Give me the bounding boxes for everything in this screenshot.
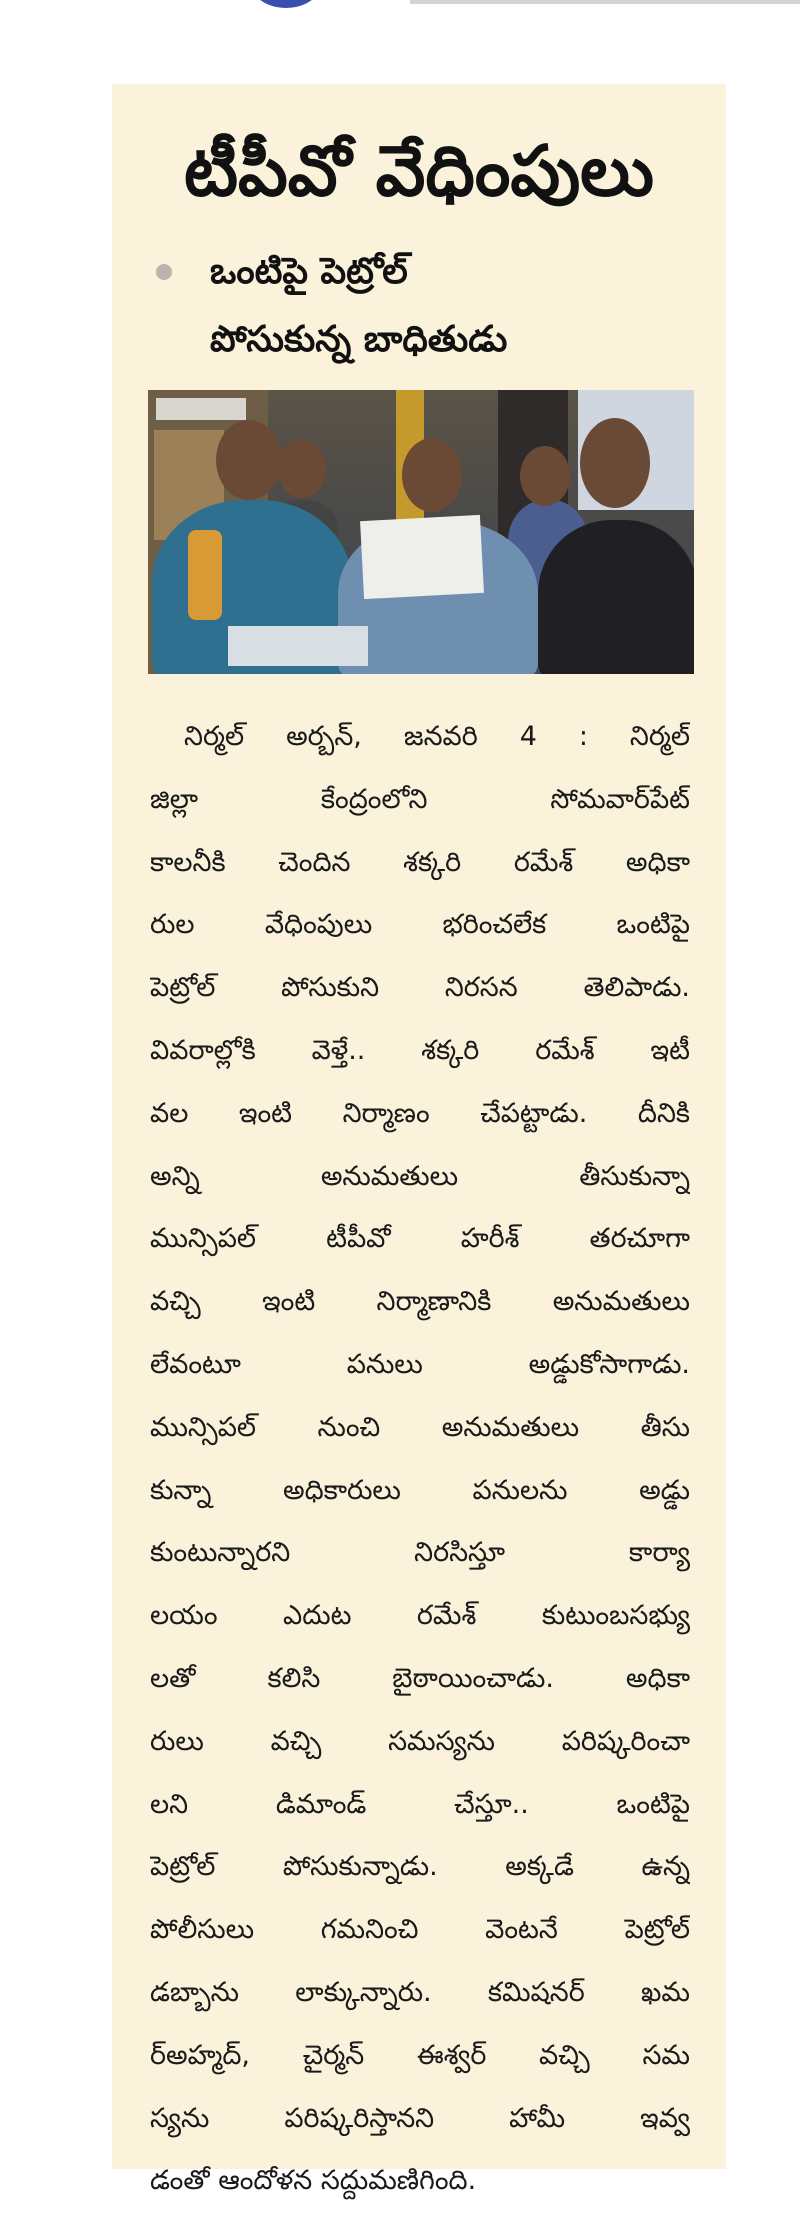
body-line: నిర్మల్ అర్బన్, జనవరి 4 : నిర్మల్ (184, 721, 690, 752)
body-line: పెట్రోల్ పోసుకుని నిరసన తెలిపాడు. (150, 972, 690, 1004)
body-line: ర్‌అహ్మద్, చైర్మన్ ఈశ్వర్ వచ్చి సమ (150, 2039, 690, 2071)
masthead-logo-edge (248, 0, 324, 8)
body-line: వల ఇంటి నిర్మాణం చేపట్టాడు. దీనికి (150, 1097, 690, 1129)
body-line: జిల్లా కేంద్రంలోని సోమవార్‌పేట్ (150, 783, 690, 815)
body-line: అన్ని అనుమతులు తీసుకున్నా (150, 1160, 690, 1192)
body-line: డబ్బాను లాక్కున్నారు. కమిషనర్ ఖమ (150, 1976, 690, 2008)
body-line: స్యను పరిష్కరిస్తానని హామీ ఇవ్వ (150, 2102, 690, 2134)
article-body (150, 706, 690, 2213)
news-clipping (112, 84, 726, 2197)
body-line: కుంటున్నారని నిరసిస్తూ కార్యా (150, 1537, 690, 1569)
headline: టీపీవో వేధింపులు (183, 130, 655, 212)
body-line: మున్సిపల్ టీపీవో హరీశ్ తరచూగా (150, 1223, 690, 1255)
body-line: కున్నా అధికారులు పనులను అడ్డు (150, 1474, 690, 1506)
masthead-rule (410, 0, 800, 4)
body-line: వివరాల్లోకి వెళ్తే.. శక్కరి రమేశ్ ఇటీ (150, 1034, 690, 1066)
body-line: రులు వచ్చి సమస్యను పరిష్కరించా (150, 1725, 690, 1757)
body-line: వచ్చి ఇంటి నిర్మాణానికి అనుమతులు (150, 1286, 690, 1318)
body-line: డంతో ఆందోళన సద్దుమణిగింది. (150, 2165, 477, 2197)
body-line: లని డిమాండ్ చేస్తూ.. ఒంటిపై (150, 1788, 690, 1820)
body-line: లయం ఎదుట రమేశ్ కుటుంబసభ్యు (150, 1600, 690, 1632)
news-photo (148, 390, 694, 674)
body-line: రుల వేధింపులు భరించలేక ఒంటిపై (150, 909, 690, 941)
body-line: కాలనీకి చెందిన శక్కరి రమేశ్ అధికా (150, 846, 690, 878)
body-line: మున్సిపల్ నుంచి అనుమతులు తీసు (150, 1411, 690, 1443)
body-line: లతో కలిసి బైఠాయించాడు. అధికా (150, 1662, 690, 1694)
body-line: లేవంటూ పనులు అడ్డుకోసాగాడు. (150, 1348, 690, 1380)
subheadline-line-1: ఒంటిపై పెట్రోల్ (210, 251, 408, 292)
body-line: పోలీసులు గమనించి వెంటనే పెట్రోల్ (150, 1914, 690, 1946)
subheadline-line-2: పోసుకున్న బాధితుడు (210, 319, 508, 360)
body-line: పెట్రోల్ పోసుకున్నాడు. అక్కడే ఉన్న (150, 1851, 690, 1883)
bullet-icon (156, 264, 172, 280)
